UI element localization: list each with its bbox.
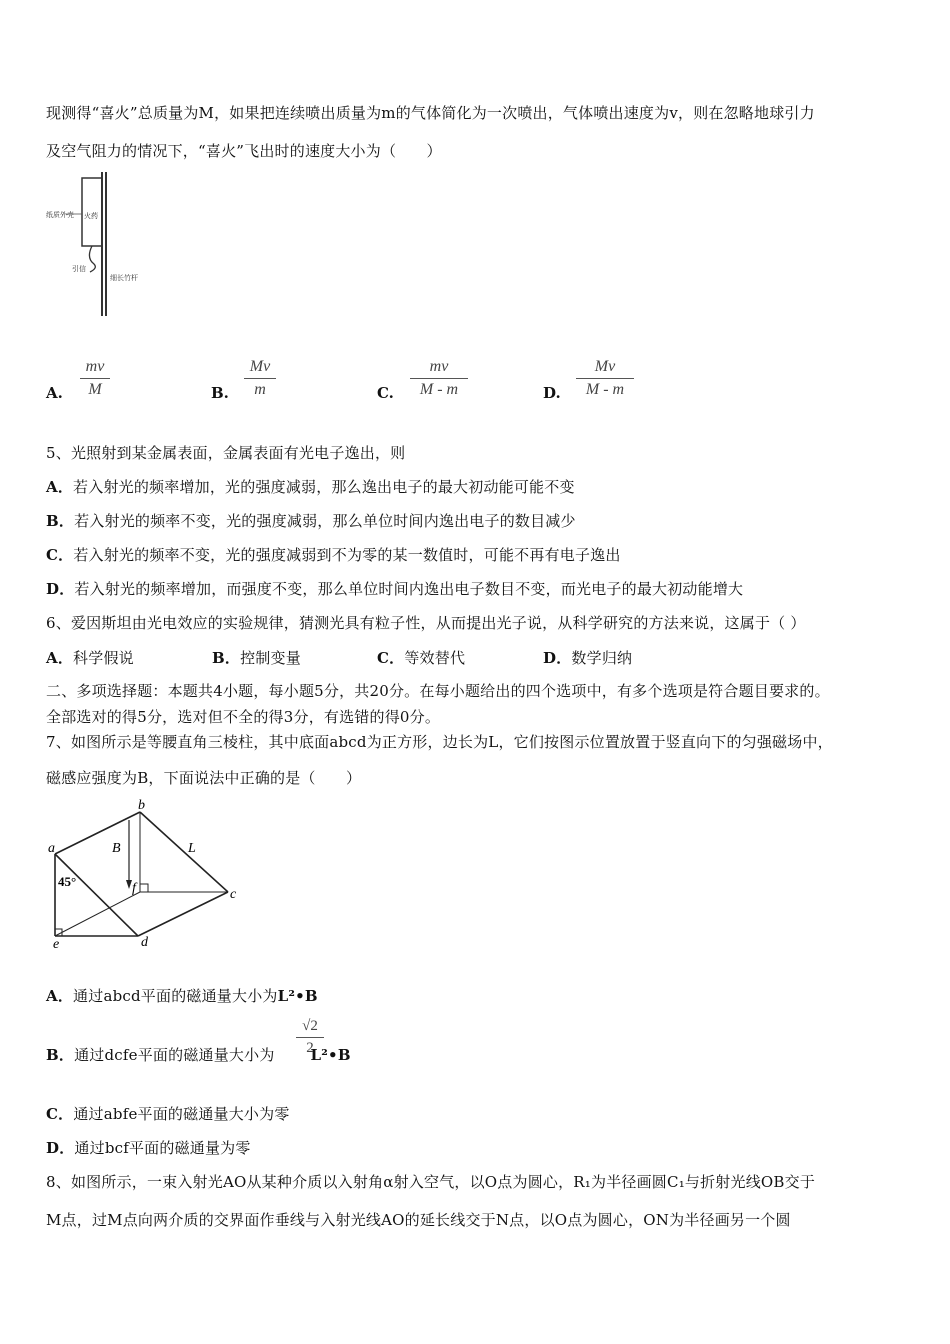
q5-option-c: [46, 544, 621, 565]
q7-option-b-label: B．: [46, 1046, 75, 1064]
label-fuse: 引信: [72, 265, 86, 273]
q6-option-d-text: 数学归纳: [571, 649, 633, 667]
q4-line-1: 现测得“喜火”总质量为M，如果把连续喷出质量为m的气体简化为一次喷出，气体喷出速度为v，则在忽略地球引力: [46, 104, 815, 122]
q5-option-d-label: D．: [46, 580, 75, 598]
section2-line-2: 全部选对的得5分，选对但不全的得3分，有选错的得0分。: [46, 708, 441, 726]
q5-option-d: [46, 578, 743, 599]
label-a: a: [48, 841, 55, 856]
q6-option-a-text: 科学假说: [73, 649, 134, 667]
q4-option-c-num: mv: [429, 358, 449, 375]
q6-option-c-text: 等效替代: [404, 649, 466, 667]
q7-option-b-formula: L²•B: [310, 1046, 351, 1064]
label-e: e: [53, 937, 60, 952]
label-L: L: [188, 841, 196, 856]
label-d: d: [141, 935, 148, 950]
q4-option-b-label: B.: [211, 384, 229, 402]
q5-option-c-text: 若入射光的频率不变，光的强度减弱到不为零的某一数值时，可能不再有电子逸出: [73, 546, 621, 564]
q8-line-1: 8、如图所示，一束入射光AO从某种介质以入射角α射入空气，以O点为圆心，R₁为半径画圆C₁与折射光线OB交于: [46, 1173, 816, 1191]
q8-line-2: M点，过M点向两介质的交界面作垂线与入射光线AO的延长线交于N点，以O点为圆心，ON为半径画另一个圆: [46, 1211, 791, 1229]
q5-option-a-text: 若入射光的频率增加，光的强度减弱，那么逸出电子的最大初动能可能不变: [73, 478, 575, 496]
label-f: f: [132, 881, 136, 896]
rocket-figure: [46, 168, 146, 320]
q6-option-b: [212, 647, 301, 668]
q5-option-b-label: B．: [46, 512, 75, 530]
q7-option-a-label: A．: [46, 987, 74, 1005]
q4-option-c-den: M - m: [419, 381, 459, 398]
q4-option-d-num: Mv: [594, 358, 616, 375]
q7-option-d-text: 通过bcf平面的磁通量为零: [74, 1139, 251, 1157]
q7-option-d: [46, 1137, 251, 1158]
q7-option-a-formula: L²•B: [277, 987, 318, 1005]
q5-option-b: [46, 510, 576, 531]
q7-option-b-frac-den: 2: [306, 1040, 314, 1056]
label-c: c: [230, 887, 237, 902]
label-B: B: [112, 841, 121, 856]
q6-option-a-label: A．: [46, 649, 74, 667]
label-powder: 火药: [84, 212, 98, 220]
q4-option-d-den: M - m: [585, 381, 625, 398]
q7-option-b-fraction: [296, 1018, 324, 1057]
q6-option-d: [543, 647, 632, 668]
q7-line-1: 7、如图所示是等腰直角三棱柱，其中底面abcd为正方形，边长为L，它们按图示位置放置于竖直向下的匀强磁场中，: [46, 733, 833, 751]
q4-line-2: 及空气阻力的情况下，“喜火”飞出时的速度大小为（ ）: [46, 142, 442, 160]
q5-option-c-label: C．: [46, 546, 74, 564]
q4-option-a-fraction: [80, 358, 110, 399]
q6-option-a: [46, 647, 134, 668]
q4-option-b-den: m: [254, 381, 266, 398]
q6-option-d-label: D．: [543, 649, 572, 667]
label-angle: 45°: [58, 874, 77, 889]
q7-option-c-label: C．: [46, 1105, 74, 1123]
q5-option-d-text: 若入射光的频率增加，而强度不变，那么单位时间内逸出电子数目不变，而光电子的最大初动能增大: [74, 580, 744, 598]
q4-option-b-fraction: [244, 358, 276, 399]
label-shell: 纸质外壳: [46, 211, 74, 219]
q4-option-a-num: mv: [85, 358, 105, 375]
q4-option-d-label: D.: [543, 384, 561, 402]
q7-option-a: [46, 985, 318, 1006]
section2-line-1: 二、多项选择题：本题共4小题，每小题5分，共20分。在每小题给出的四个选项中，有多个选项是符合题目要求的。: [46, 682, 830, 700]
q7-option-b-text: 通过dcfe平面的磁通量大小为: [74, 1046, 275, 1064]
q6-option-c: [377, 647, 465, 668]
q7-option-b-frac-num: √2: [302, 1018, 318, 1034]
q7-option-c-text: 通过abfe平面的磁通量大小为零: [73, 1105, 290, 1123]
q6-stem: 6、爱因斯坦由光电效应的实验规律，猜测光具有粒子性，从而提出光子说，从科学研究的方法来说，这属于（ ）: [46, 614, 806, 632]
q5-stem: 5、光照射到某金属表面，金属表面有光电子逸出，则: [46, 444, 406, 462]
q6-option-b-text: 控制变量: [240, 649, 301, 667]
q7-option-a-text: 通过abcd平面的磁通量大小为: [73, 987, 278, 1005]
q6-option-c-label: C．: [377, 649, 405, 667]
label-rod: 细长竹杆: [110, 274, 138, 282]
q7-line-2: 磁感应强度为B，下面说法中正确的是（ ）: [46, 769, 362, 787]
q6-option-b-label: B．: [212, 649, 241, 667]
prism-figure: [46, 796, 246, 952]
q4-option-c-label: C.: [377, 384, 394, 402]
q5-option-a-label: A．: [46, 478, 74, 496]
q5-option-b-text: 若入射光的频率不变，光的强度减弱，那么单位时间内逸出电子的数目减少: [74, 512, 576, 530]
q4-option-b-num: Mv: [249, 358, 271, 375]
q4-option-c-fraction: [410, 358, 468, 399]
label-b: b: [138, 798, 145, 813]
q4-option-a-den: M: [88, 381, 102, 398]
q5-option-a: [46, 476, 575, 497]
q7-option-c: [46, 1103, 290, 1124]
q4-option-d-fraction: [576, 358, 634, 399]
q4-option-a-label: A.: [46, 384, 63, 402]
q7-option-d-label: D．: [46, 1139, 75, 1157]
